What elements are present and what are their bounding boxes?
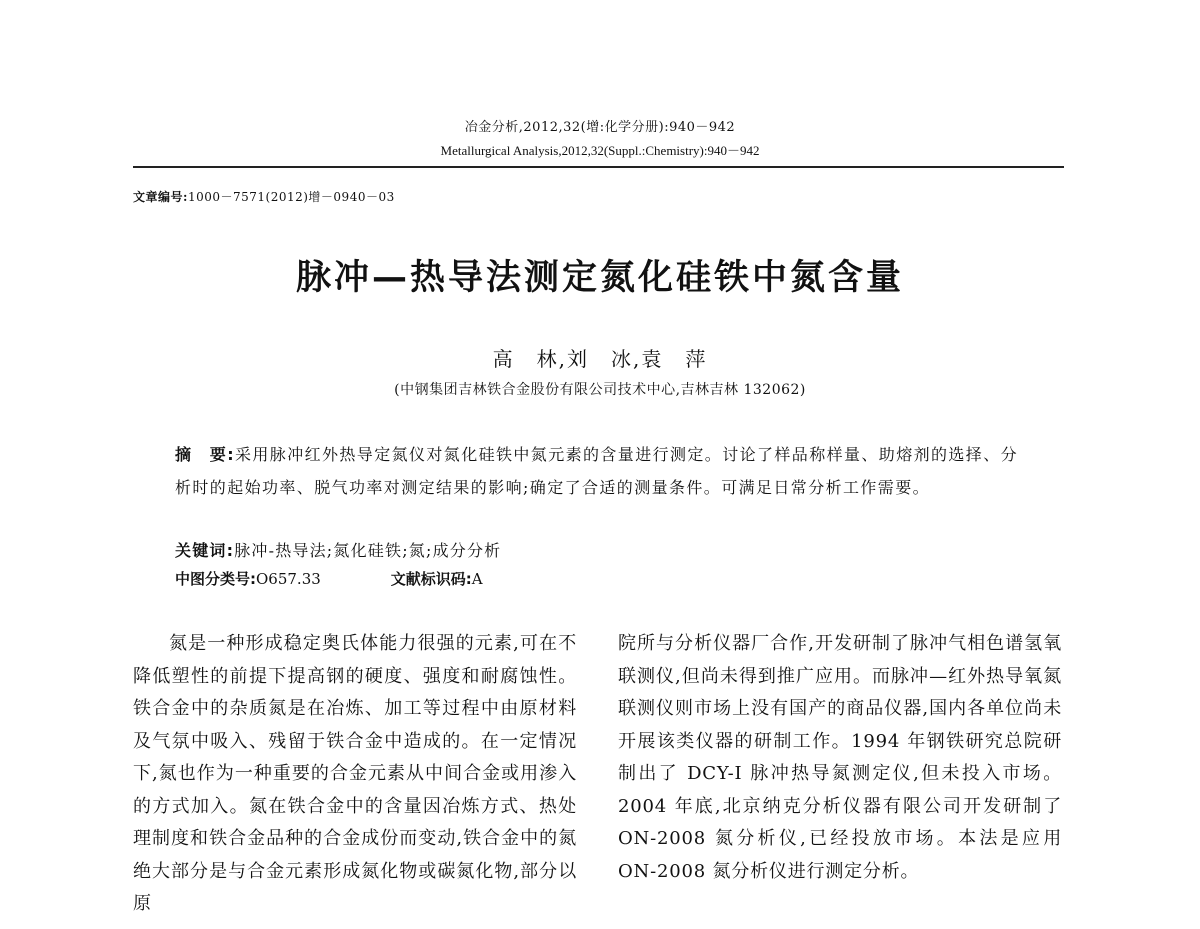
clc-label: 中图分类号: xyxy=(175,570,256,588)
classification-row xyxy=(175,568,483,589)
body-right-text: 院所与分析仪器厂合作,开发研制了脉冲气相色谱氢氧联测仪,但尚未得到推广应用。而脉冲—红外热导氧氮联测仪则市场上没有国产的商品仪器,国内各单位尚未开展该类仪器的研制工作。1994 年钢铁研究总院研制出了 DCY-I 脉冲热导氮测定仪,但未投入市场。2004 年底,北京纳克分析仪器有限公司开发研制了 ON-2008 氮分析仪,已经投放市场。本法是应用 ON-2008 氮分析仪进行测定分析。 xyxy=(618,633,1062,882)
body-column-left xyxy=(133,628,577,921)
doc-code-label: 文献标识码: xyxy=(390,570,472,588)
article-id xyxy=(133,188,395,205)
abstract-label: 摘 要: xyxy=(175,445,235,464)
affiliation: (中钢集团吉林铁合金股份有限公司技术中心,吉林吉林 132062) xyxy=(394,382,806,398)
journal-citation-cn: 冶金分析,2012,32(增:化学分册):940－942 xyxy=(464,120,736,135)
header-divider xyxy=(133,166,1064,168)
article-id-value: 1000－7571(2012)增－0940－03 xyxy=(187,190,395,204)
authors: 高 林,刘 冰,袁 萍 xyxy=(492,347,708,371)
body-column-right xyxy=(618,628,1062,888)
doc-code-value: A xyxy=(471,570,483,588)
body-left-text: 氮是一种形成稳定奥氏体能力很强的元素,可在不降低塑性的前提下提高钢的硬度、强度和耐腐蚀性。铁合金中的杂质氮是在冶炼、加工等过程中由原材料及气氛中吸入、残留于铁合金中造成的。在一定情况下,氮也作为一种重要的合金元素从中间合金或用渗入的方式加入。氮在铁合金中的含量因冶炼方式、热处理制度和铁合金品种的合金成份而变动,铁合金中的氮绝大部分是与合金元素形成氮化物或碳氮化物,部分以原 xyxy=(133,633,577,914)
article-id-label: 文章编号: xyxy=(133,190,188,204)
paper-title: 脉冲—热导法测定氮化硅铁中氮含量 xyxy=(295,258,904,298)
abstract xyxy=(175,438,1035,504)
keywords-text: 脉冲-热导法;氮化硅铁;氮;成分分析 xyxy=(234,541,502,560)
keywords-label: 关键词: xyxy=(175,541,235,560)
journal-citation-en: Metallurgical Analysis,2012,32(Suppl.:Chemistry):940－942 xyxy=(440,143,760,158)
keywords xyxy=(175,538,501,561)
abstract-text: 采用脉冲红外热导定氮仪对氮化硅铁中氮元素的含量进行测定。讨论了样品称样量、助熔剂的选择、分析时的起始功率、脱气功率对测定结果的影响;确定了合适的测量条件。可满足日常分析工作需要。 xyxy=(175,445,1019,497)
clc-value: O657.33 xyxy=(256,570,321,588)
